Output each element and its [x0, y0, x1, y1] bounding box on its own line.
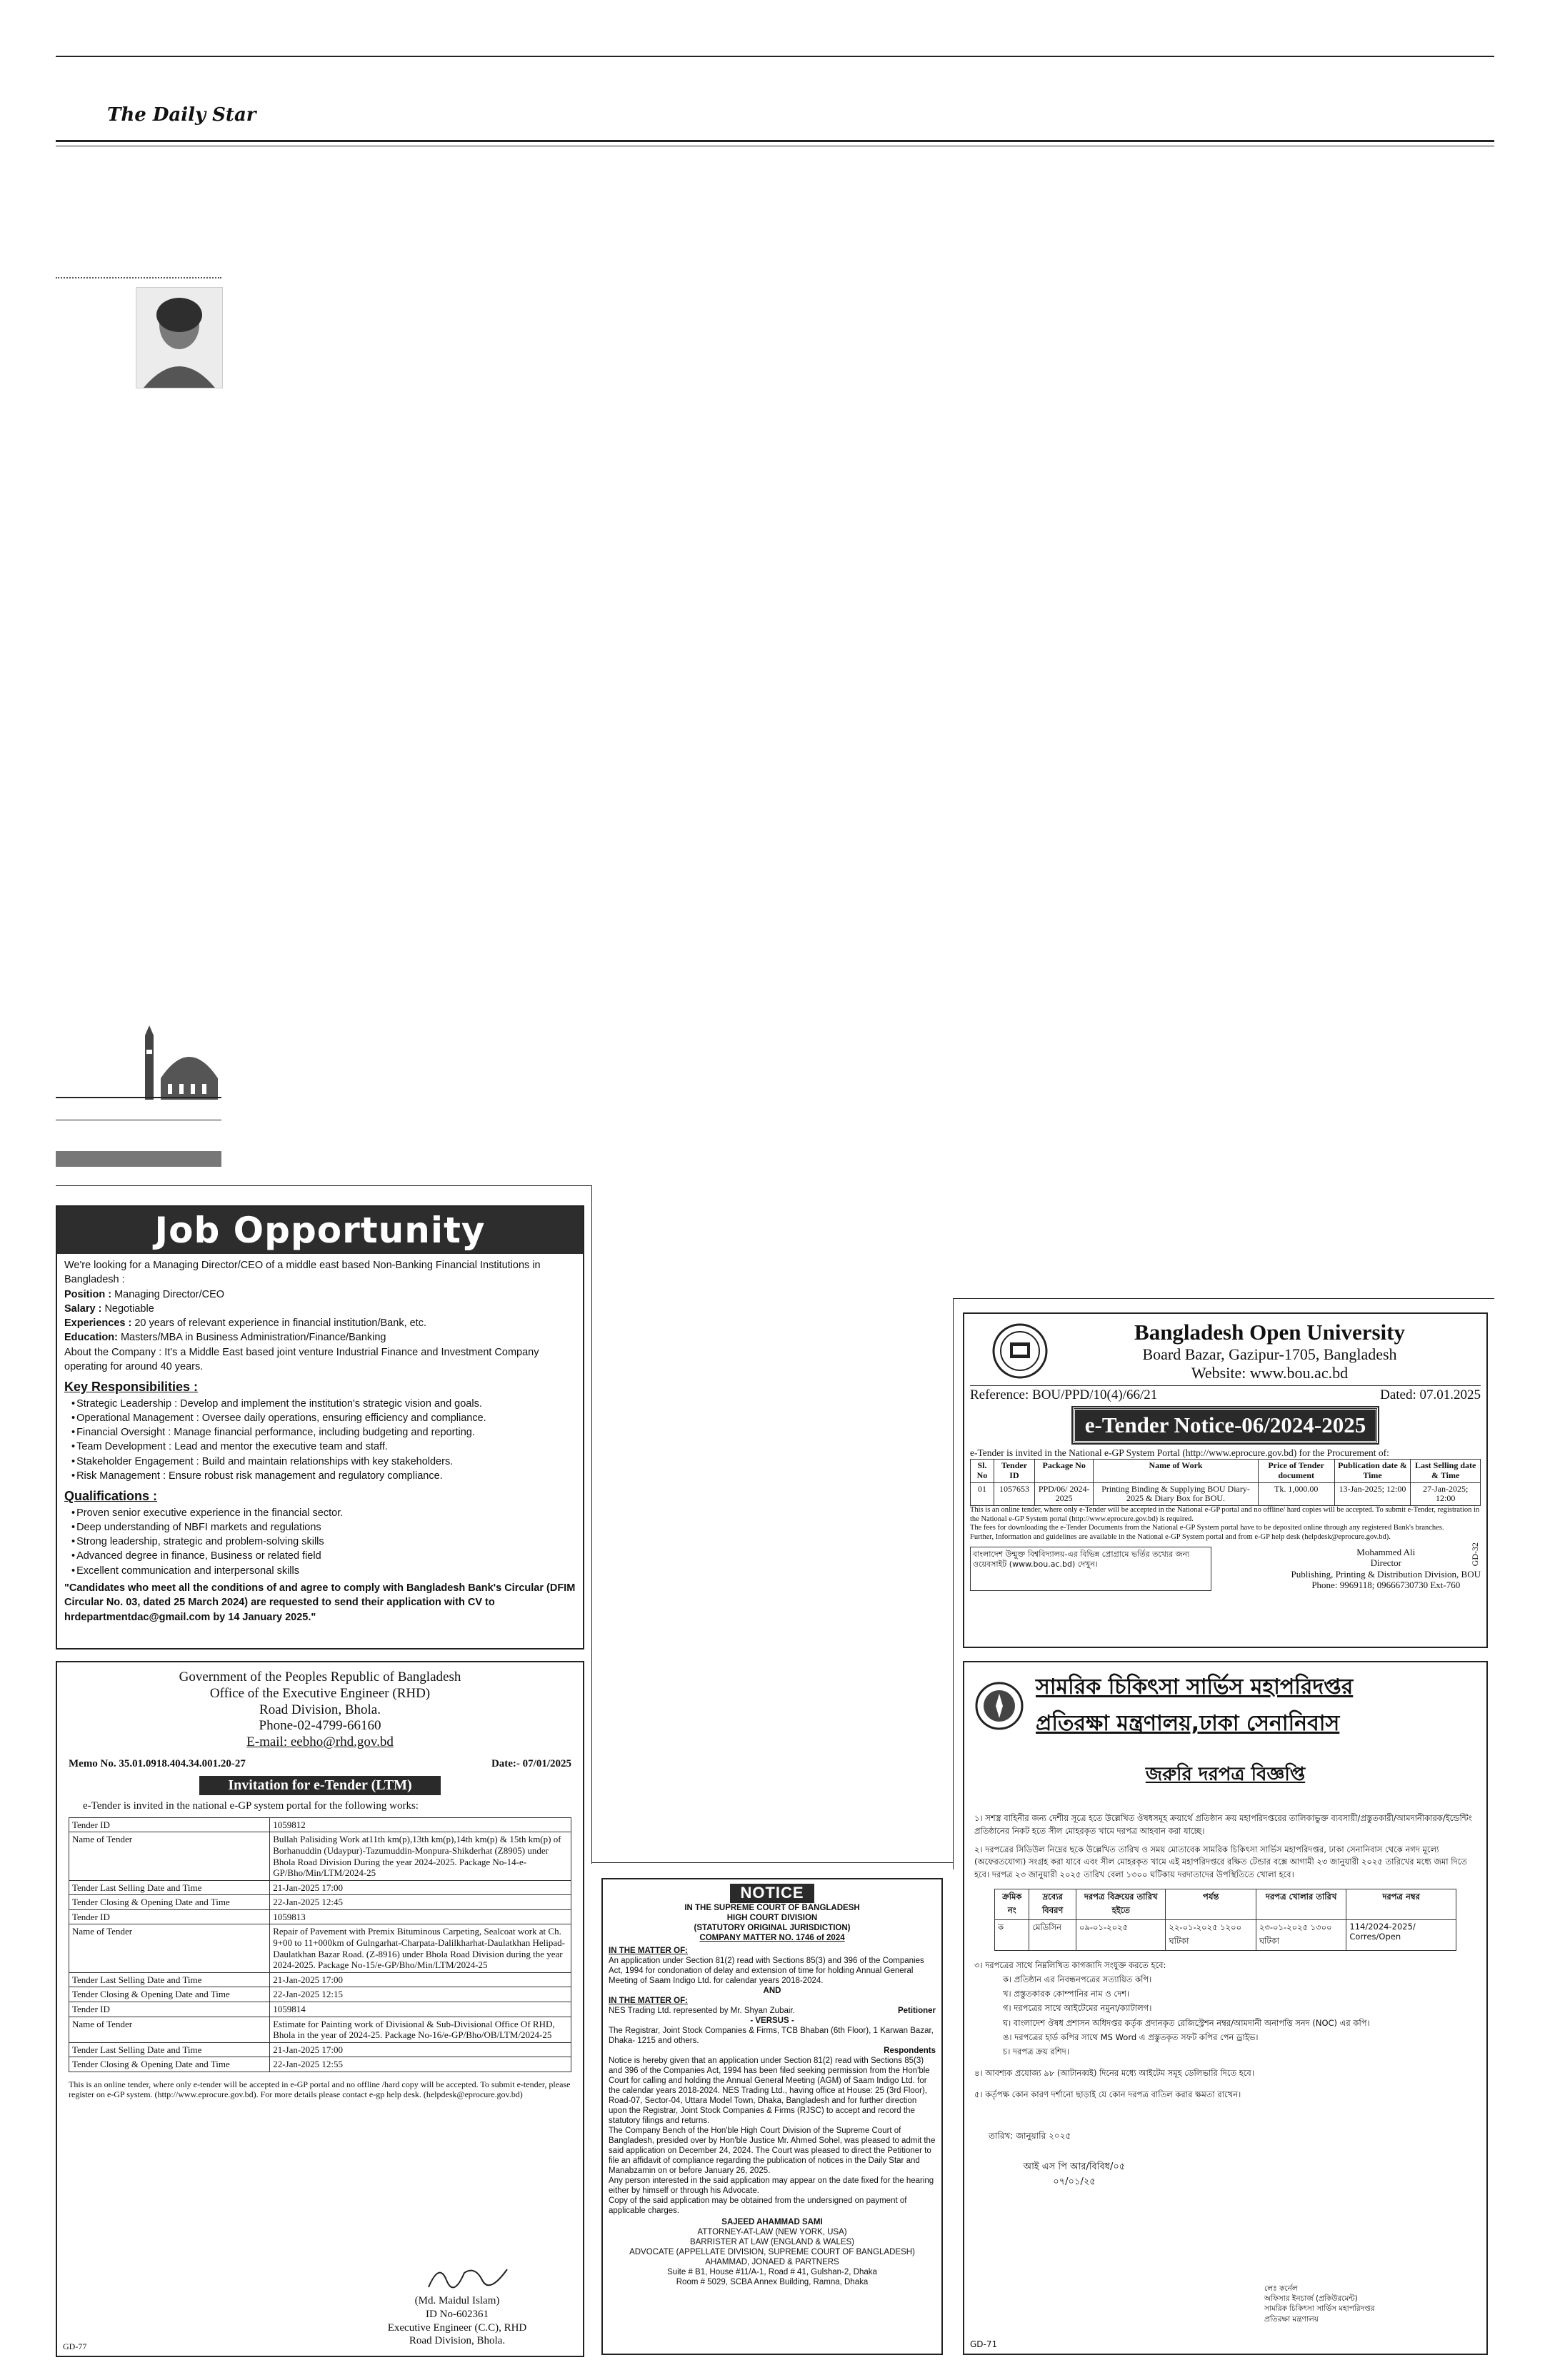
table-row — [69, 1817, 571, 1832]
table-cell-label: Tender Last Selling Date and Time — [69, 2042, 270, 2057]
bou-tender-ad — [963, 1312, 1488, 1648]
salary-value: Negotiable — [104, 1302, 154, 1315]
notice-paragraph: Notice is hereby given that an application under Section 81(2) read with Sections 85(3) and 396 of the Companies Act, 1994 has been filed seeking permission from the Hon'ble Court for calling and holding the Annual General Meeting (AGM) of Saam Indigo Ltd. for the calendar years 2018-2024. NES Trading Ltd., having office at House: 25 (3rd Floor), Road-07, Sector-04, Uttara Model Town, Dhaka, Bangladesh and for further direction upon the Registrar, Joint Stock Companies & Firms (RJSC) to accept and record the statutory filings and returns. — [609, 2057, 930, 2126]
table-cell-label: Tender ID — [69, 2002, 270, 2017]
obituary-divider — [56, 277, 221, 278]
table-cell: 13-Jan-2025; 12:00 — [1334, 1482, 1411, 1506]
table-row — [69, 1880, 571, 1895]
section-bar — [56, 1151, 221, 1167]
list-item: • Operational Management : Oversee daily operations, ensuring efficiency and compliance. — [71, 1411, 576, 1425]
rhd-lead-text: e-Tender is invited in the national e-GP system portal for the following works: — [83, 1799, 419, 1812]
notice-signer-line: ATTORNEY-AT-LAW (NEW YORK, USA) — [697, 2228, 847, 2237]
table-cell: 114/2024-2025/ Corres/Open — [1346, 1920, 1456, 1951]
table-cell-label: Tender Last Selling Date and Time — [69, 1880, 270, 1895]
amc-title: সামরিক চিকিৎসা সার্ভিস মহাপরিদপ্তর — [1036, 1674, 1354, 1699]
rhd-memo-number: Memo No. 35.01.0918.404.34.001.20-27 — [69, 1757, 246, 1769]
education-label: Education: — [64, 1332, 118, 1344]
notice-petitioner-label: Petitioner — [897, 2006, 936, 2015]
notice-paragraph: Copy of the said application may be obtained from the undersigned on payment of applicable charges. — [609, 2196, 907, 2216]
application-instructions: "Candidates who meet all the conditions of and agree to comply with Bangladesh Bank's Circular (DFIM Circular No. 03, dated 25 March 2024) are requested to send their application with CV to hrdepartmentdac@gmail.com by 14 January 2025." — [64, 1582, 576, 1623]
table-row — [69, 2002, 571, 2017]
table-cell-label: Tender Last Selling Date and Time — [69, 1972, 270, 1987]
job-heading: Job Opportunity — [57, 1207, 583, 1254]
right-col-top-rule — [953, 1298, 1494, 1299]
rhd-tender-table — [69, 1817, 571, 2072]
experience-label: Experiences : — [64, 1317, 132, 1330]
signature-mark — [425, 2259, 511, 2294]
amc-signer-line: অফিসার ইনচার্জ (প্রকিউরমেন্ট) — [1264, 2294, 1358, 2304]
table-cell-value: 21-Jan-2025 17:00 — [270, 1972, 571, 1987]
notice-signer-line: AHAMMAD, JONAED & PARTNERS — [705, 2258, 839, 2267]
notice-respondent-text: The Registrar, Joint Stock Companies & Firms, TCB Bhaban (6th Floor), 1 Karwan Bazar, Dhaka- 1215 and others. — [609, 2027, 934, 2046]
table-cell-value: 22-Jan-2025 12:15 — [270, 1987, 571, 2002]
emblem-icon — [974, 1681, 1024, 1731]
table-cell: PPD/06/ 2024-2025 — [1034, 1482, 1093, 1506]
medical-services-tender-ad — [963, 1661, 1488, 2355]
table-cell-value: Estimate for Painting work of Divisional & Sub-Divisional Office Of RHD, Bhola in the year of 2024-25. Package No-16/e-GP/Bho/OB/LTM/2024-25 — [270, 2017, 571, 2042]
notice-division-line: HIGH COURT DIVISION — [726, 1913, 818, 1922]
table-cell-value: Repair of Pavement with Premix Bituminous Carpeting, Sealcoat work at Ch. 9+00 to 11+000km of Gulngarhat-Charpata-Dalilkharhat-Daulatkhan Helipad- Daulatkhan Bazar Road. (Z-8916) under Bhola Road Division during the year 2024-2025. Package No-15/e-GP/Bho/Min/LTM/2024-25 — [270, 1924, 571, 1972]
notice-title: NOTICE — [730, 1884, 814, 1903]
bou-logo-icon — [991, 1322, 1049, 1380]
top-rule — [56, 56, 1494, 57]
list-item: • Proven senior executive experience in the financial sector. — [71, 1506, 576, 1520]
notice-signer-line: ADVOCATE (APPELLATE DIVISION, SUPREME COURT OF BANGLADESH) — [629, 2248, 915, 2257]
notice-paragraph: An application under Section 81(2) read with Sections 85(3) and 396 of the Companies Act, 1994 for condonation of delay and extension of time for holding Annual General Meeting of Saam Indigo Ltd. for calendar years 2018-2024. — [609, 1956, 924, 1985]
portrait-photo — [136, 287, 223, 388]
notice-paragraph: The Company Bench of the Hon'ble High Court Division of the Supreme Court of Bangladesh, presided over by Hon'ble Justice Mr. Ahmed Sohel, was pleased to admit the said application on December 24, 2024. The Court was pleased to direct the Petitioner to file an affidavit of compliance regarding the publication of notices in the Daily Star and Manabzamin on or before January 26, 2025. — [609, 2127, 936, 2176]
bou-signer-phone: Phone: 9969118; 09666730730 Ext-760 — [1311, 1580, 1461, 1591]
notice-matter-heading: IN THE MATTER OF: — [609, 1996, 688, 2005]
amc-date-line: তারিখ: জানুয়ারি ২০২৫ — [989, 2131, 1071, 2142]
rhd-signer-name: (Md. Maidul Islam) — [414, 2295, 500, 2306]
table-cell: 27-Jan-2025; 12:00 — [1411, 1482, 1481, 1506]
bou-note: Further, Information and guidelines are available in the National e-GP System portal and from e-GP help desk (helpdesk@eprocure.gov.bd). — [970, 1532, 1391, 1541]
table-header: Publication date & Time — [1334, 1460, 1411, 1483]
bou-note: The fees for downloading the e-Tender Documents from the National e-GP System portal have to be deposited online through any registered Bank's branches. — [970, 1524, 1444, 1532]
notice-matter-heading: IN THE MATTER OF: — [609, 1946, 688, 1955]
amc-signer-line: প্রতিরক্ষা মন্ত্রণালয় — [1264, 2314, 1319, 2324]
list-item: • Financial Oversight : Manage financial performance, including budgeting and reporting. — [71, 1425, 576, 1440]
table-cell: 1057653 — [994, 1482, 1034, 1506]
ads-top-rule — [56, 1185, 591, 1186]
table-row — [69, 1895, 571, 1910]
notice-respondents-label: Respondents — [884, 2047, 936, 2056]
amc-paragraph: ৩। দরপত্রের সাথে নিম্নলিখিত কাগজাদি সংযুক্ত করতে হবে: — [974, 1960, 1166, 1971]
bou-notice-banner: e-Tender Notice-06/2024-2025 — [1073, 1407, 1378, 1443]
table-header: দরপত্র বিক্রয়ের তারিখ হইতে — [1076, 1889, 1166, 1920]
notice-petitioner-text: NES Trading Ltd. represented by Mr. Shyan Zubair. — [609, 2006, 795, 2015]
table-header: Tender ID — [994, 1460, 1034, 1483]
amc-reference: আই এস পি আর/বিবিধ/০৫ — [1023, 2161, 1126, 2173]
rhd-gov-line: Government of the Peoples Republic of Bangladesh — [179, 1669, 461, 1684]
table-header: Sl. No — [971, 1460, 994, 1483]
table-cell-value: 21-Jan-2025 17:00 — [270, 1880, 571, 1895]
table-cell: ০৯-০১-২০২৫ — [1076, 1920, 1166, 1951]
list-item: • Excellent communication and interpersonal skills — [71, 1564, 576, 1578]
notice-signer-name: SAJEED AHAMMAD SAMI — [721, 2218, 823, 2227]
amc-ministry: প্রতিরক্ষা মন্ত্রণালয়,ঢাকা সেনানিবাস — [1036, 1711, 1340, 1736]
table-cell-value: Bullah Palisiding Work at11th km(p),13th km(p),14th km(p) & 15th km(p) of Borhanuddin (Udaypur)-Tazumuddin-Monpura-Shikderhat (Z8905) under Bhola Road Division During the year 2024-2025. Package No-14-e-GP/Bho/Min/LTM/2024-25 — [270, 1832, 571, 1880]
ads-right-bottom-rule — [591, 1862, 953, 1863]
bou-address: Board Bazar, Gazipur-1705, Bangladesh — [1142, 1345, 1397, 1363]
table-header: দ্রব্যের বিবরণ — [1029, 1889, 1076, 1920]
responsibilities-title: Key Responsibilities : — [64, 1380, 199, 1395]
amc-ad-code: GD-71 — [970, 2339, 998, 2349]
table-row — [69, 1972, 571, 1987]
amc-paragraph: ৪। আবশ্যক প্রযোজ্য ৯৮ (আটানব্বই) দিনের মধ্যে আইটেম সমূহ ডেলিভারি দিতে হবে। — [974, 2067, 1254, 2078]
bou-website: Website: www.bou.ac.bd — [1191, 1364, 1349, 1382]
bou-name: Bangladesh Open University — [1134, 1320, 1405, 1345]
table-cell: Tk. 1,000.00 — [1258, 1482, 1334, 1506]
table-cell-value: 22-Jan-2025 12:55 — [270, 2057, 571, 2072]
table-cell: 01 — [971, 1482, 994, 1506]
table-cell: ২২-০১-২০২৫ ১২০০ ঘটিকা — [1166, 1920, 1256, 1951]
table-row — [69, 2017, 571, 2042]
rhd-division-line: Road Division, Bhola. — [259, 1702, 381, 1717]
amc-subtitle: জরুরি দরপত্র বিজ্ঞপ্তি — [1145, 1764, 1306, 1785]
masthead: The Daily Star — [107, 104, 256, 126]
rhd-phone: Phone-02-4799-66160 — [259, 1718, 381, 1734]
list-item: • Advanced degree in finance, Business or related field — [71, 1549, 576, 1563]
rhd-office-line: Office of the Executive Engineer (RHD) — [209, 1685, 431, 1701]
table-header: Last Selling date & Time — [1411, 1460, 1481, 1483]
amc-paragraph: ৫। কর্তৃপক্ষ কোন কারণ দর্শানো ছাড়াই যে কোন দরপত্র বাতিল করার ক্ষমতা রাখেন। — [974, 2089, 1241, 2100]
rhd-invitation-banner: Invitation for e-Tender (LTM) — [199, 1776, 440, 1795]
table-header: Price of Tender document — [1258, 1460, 1334, 1483]
amc-paragraph: ২। দরপত্রের সিডিউল নিম্নের ছকে উল্লেখিত তারিখ ও সময় মোতাবেক সামরিক চিকিৎসা সার্ভিস মহাপরিদপ্তর, ঢাকা সেনানিবাস থেকে নগদ মূল্যে (অফেরতযোগ্য) সংগ্রহ করা যাবে এবং সীল মোহরকৃত খামে এই মহাপরিদপ্তরে রক্ষিত টেন্ডার বক্সে আগামী ২৩ জানুয়ারী ২০২৫ তারিখের মধ্যে জমা দিতে হবে। দরপত্র ২৩ জানুয়ারী ২০২৫ তারিখ বেলা ১৩০০ ঘটিকায় দরদাতাদের উপস্থিতিতে খোলা হবে। — [974, 1844, 1467, 1880]
list-item: ঙ। দরপত্রের হার্ড কপির সাথে MS Word এ প্রস্তুতকৃত সফট কপির পেন ড্রাইভ। — [1003, 2032, 1259, 2042]
bou-lead-text: e-Tender is invited in the National e-GP System Portal (http://www.eprocure.gov.bd) for the Procurement of: — [970, 1447, 1389, 1458]
mosque-icon — [139, 1021, 221, 1100]
table-cell-label: Tender ID — [69, 1817, 270, 1832]
position-value: Managing Director/CEO — [114, 1288, 225, 1300]
court-notice-ad — [601, 1878, 943, 2355]
experience-value: 20 years of relevant experience in financial institution/Bank, etc. — [134, 1317, 426, 1330]
amc-paragraph: ১। সশস্ত্র বাহিনীর জন্য দেশীয় সূত্রে হতে উল্লেখিত ঔষধসমূহ ক্রয়ার্থে প্রতিষ্ঠান ক্রয় মহাপরিদপ্তরের তালিকাভুক্ত ব্যবসায়ী/প্রস্তুতকারী/আমদানীকারক/ইন্ডেন্টিং প্রতিষ্ঠানের নিকট হতে সীল মোহরকৃত খামে দরপত্র আহবান করা যাচ্ছে। — [974, 1813, 1472, 1836]
bou-signer-title: Director — [1370, 1557, 1401, 1569]
notice-versus: - VERSUS - — [750, 2017, 794, 2025]
list-item: • Deep understanding of NBFI markets and regulations — [71, 1520, 576, 1535]
qualifications-list — [64, 1506, 576, 1578]
notice-signer-line: BARRISTER AT LAW (ENGLAND & WALES) — [689, 2238, 855, 2247]
table-cell-label: Tender Closing & Opening Date and Time — [69, 2057, 270, 2072]
notice-court-line: IN THE SUPREME COURT OF BANGLADESH — [684, 1903, 860, 1912]
amc-tender-table — [994, 1889, 1456, 1951]
rhd-signer-office: Road Division, Bhola. — [409, 2335, 506, 2347]
job-opportunity-ad — [56, 1205, 584, 1650]
table-cell-value: 1059814 — [270, 2002, 571, 2017]
list-item: চ। দরপত্র ক্রয় রশিদ। — [1003, 2046, 1069, 2057]
table-cell: ক — [995, 1920, 1029, 1951]
table-cell-value: 22-Jan-2025 12:45 — [270, 1895, 571, 1910]
notice-matter-number: COMPANY MATTER NO. 1746 of 2024 — [699, 1933, 845, 1942]
table-row — [69, 1924, 571, 1972]
bou-signer-name: Mohammed Ali — [1356, 1546, 1416, 1557]
list-item: ক। প্রতিষ্ঠান এর নিবন্ধনপত্রের সত্যায়িত কপি। — [1003, 1974, 1152, 1985]
notice-and: AND — [763, 1986, 781, 1995]
table-header: ক্রমিক নং — [995, 1889, 1029, 1920]
rhd-signer-title: Executive Engineer (C.C), RHD — [387, 2321, 527, 2334]
list-item: • Strong leadership, strategic and problem-solving skills — [71, 1535, 576, 1549]
salary-label: Salary : — [64, 1302, 102, 1315]
list-item: • Risk Management : Ensure robust risk management and regulatory compliance. — [71, 1469, 576, 1483]
bou-note: This is an online tender, where only e-Tender will be accepted in the National e-GP portal and no offline/ hard copies will be accepted. To submit e-Tender, registration in the National e-GP System portal (http://www.eprocure.gov.bd) is required. — [970, 1506, 1480, 1523]
table-cell-value: 21-Jan-2025 17:00 — [270, 2042, 571, 2057]
table-header: Name of Work — [1094, 1460, 1258, 1483]
education-value: Masters/MBA in Business Administration/Finance/Banking — [120, 1332, 386, 1344]
rhd-email: E-mail: eebho@rhd.gov.bd — [246, 1734, 394, 1750]
list-item: • Team Development : Lead and mentor the executive team and staff. — [71, 1440, 576, 1454]
rhd-signer-id: ID No-602361 — [426, 2308, 489, 2320]
table-cell-label: Name of Tender — [69, 2017, 270, 2042]
rhd-tender-ad — [56, 1661, 584, 2357]
table-cell: Printing Binding & Supplying BOU Diary-2025 & Diary Box for BOU. — [1094, 1482, 1258, 1506]
table-header: Package No — [1034, 1460, 1093, 1483]
table-header: দরপত্র নম্বর — [1346, 1889, 1456, 1920]
table-cell-label: Tender ID — [69, 1909, 270, 1924]
table-cell-label: Name of Tender — [69, 1924, 270, 1972]
mosque-rule-1 — [56, 1097, 221, 1098]
list-item: • Strategic Leadership : Develop and implement the institution's strategic vision and goals. — [71, 1397, 576, 1411]
list-item: গ। দরপত্রের সাথে আইটেমের নমুনা/ক্যাটালগ। — [1003, 2003, 1152, 2014]
masthead-rule-1 — [56, 140, 1494, 142]
table-cell-label: Tender Closing & Opening Date and Time — [69, 1987, 270, 2002]
table-row — [69, 1987, 571, 2002]
table-header: দরপত্র খোলার তারিখ — [1256, 1889, 1346, 1920]
position-label: Position : — [64, 1288, 112, 1300]
amc-signer-line: লেঃ কর্নেল — [1264, 2284, 1298, 2293]
table-row — [69, 2042, 571, 2057]
table-cell: ২৩-০১-২০২৫ ১৩০০ ঘটিকা — [1256, 1920, 1346, 1951]
table-row — [69, 1909, 571, 1924]
bou-date: Dated: 07.01.2025 — [1380, 1387, 1481, 1402]
list-item: • Stakeholder Engagement : Build and maintain relationships with key stakeholders. — [71, 1455, 576, 1469]
responsibilities-list — [64, 1397, 576, 1484]
notice-jurisdiction-line: (STATUTORY ORIGINAL JURISDICTION) — [694, 1923, 851, 1932]
rhd-ad-code: GD-77 — [63, 2341, 87, 2351]
notice-signer-line: Suite # B1, House #11/A-1, Road # 41, Gulshan-2, Dhaka — [667, 2268, 877, 2277]
notice-signer-line: Room # 5029, SCBA Annex Building, Ramna, Dhaka — [676, 2278, 869, 2287]
right-col-left-rule — [953, 1298, 954, 1869]
qualifications-title: Qualifications : — [64, 1489, 158, 1504]
rhd-date: Date:- 07/01/2025 — [491, 1757, 571, 1769]
list-item: ঘ। বাংলাদেশ ঔষধ প্রশাসন অধিদপ্তর কর্তৃক প্রদানকৃত রেজিস্ট্রেশন নম্বর/আমদানী অনাপত্তি সনদ (NOC) এর কপি। — [1003, 2017, 1370, 2028]
amc-reference-date: ০৭/০১/২৫ — [1053, 2176, 1096, 2188]
table-cell-label: Name of Tender — [69, 1832, 270, 1880]
company-about: About the Company : It's a Middle East based joint venture Industrial Finance and Investment Company operating for around 40 years. — [64, 1346, 539, 1373]
notice-paragraph: Any person interested in the said application may appear on the date fixed for the hearing either by himself or through his Advocate. — [609, 2176, 934, 2196]
bou-tender-table — [970, 1459, 1481, 1506]
rhd-footnote: This is an online tender, where only e-tender will be accepted in e-GP portal and no offline /hard copy will be accepted. To submit e-tender, please register on e-GP system. (http://www.eprocure.gov.bd). For more details please contact e-gp help desk. (helpdesk@eprocure.gov.bd) — [69, 2079, 571, 2100]
list-item: খ। প্রস্তুতকারক কোম্পানির নাম ও দেশ। — [1003, 1989, 1130, 1999]
bou-reference: Reference: BOU/PPD/10(4)/66/21 — [970, 1387, 1158, 1402]
job-intro: We're looking for a Managing Director/CEO of a middle east based Non-Banking Financial Institutions in Bangladesh : — [64, 1260, 541, 1286]
bou-ad-code: GD-32 — [1470, 1542, 1480, 1567]
table-cell-value: 1059812 — [270, 1817, 571, 1832]
amc-signer-line: সামরিক চিকিৎসা সার্ভিস মহাপরিদপ্তর — [1264, 2304, 1375, 2314]
table-header: পর্যন্ত — [1166, 1889, 1256, 1920]
table-cell: মেডিসিন — [1029, 1920, 1076, 1951]
table-row — [69, 1832, 571, 1880]
bou-bangla-note: বাংলাদেশ উন্মুক্ত বিশ্ববিদ্যালয়-এর বিভিন্ন প্রোগ্রামে ভর্তির তথ্যের জন্য ওয়েবসাইট (www.bou.ac.bd) দেখুন। — [970, 1547, 1211, 1591]
bou-signer-office: Publishing, Printing & Distribution Division, BOU — [1291, 1568, 1481, 1580]
table-cell-label: Tender Closing & Opening Date and Time — [69, 1895, 270, 1910]
ads-right-rule — [591, 1185, 592, 1864]
table-row — [69, 2057, 571, 2072]
table-cell-value: 1059813 — [270, 1909, 571, 1924]
